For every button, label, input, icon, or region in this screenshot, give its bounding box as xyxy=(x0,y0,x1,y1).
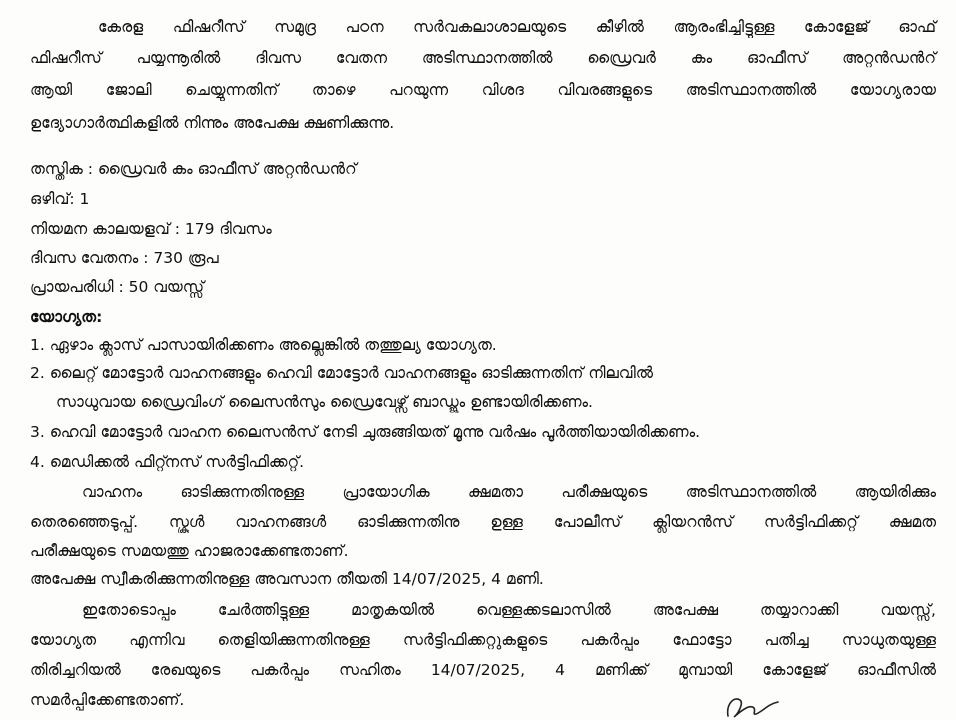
selection-line-2: തെരഞ്ഞെടുപ്പ്. സ്കൂൾ വാഹനങ്ങൾ ഓടിക്കുന്നതിനു ഉള്ള പോലീസ് ക്ലിയറൻസ് സർട്ടിഫിക്കറ്റ് ക്ഷമത xyxy=(30,513,936,531)
submission-line-1: ഇതോടൊപ്പം ചേർത്തിട്ടുള്ള മാതൃകയിൽ വെള്ളക്കടലാസിൽ അപേക്ഷ തയ്യാറാക്കി വയസ്സ്, xyxy=(82,601,936,619)
submission-line-2: യോഗ്യത എന്നിവ തെളിയിക്കുന്നതിനുള്ള സർട്ടിഫിക്കറ്റുകളുടെ പകർപ്പും ഫോട്ടോ പതിച്ച സാധുതയുള്ള xyxy=(30,631,936,649)
qualification-item-2-cont: സാധുവായ ഡ്രൈവിംഗ് ലൈസൻസും ഡ്രൈവേഴ്സ് ബാഡ്ജും ഉണ്ടായിരിക്കണം. xyxy=(56,393,593,411)
deadline-line: അപേക്ഷ സ്വീകരിക്കുന്നതിനുള്ള അവസാന തീയതി 14/07/2025, 4 മണി. xyxy=(30,570,544,588)
signature-icon xyxy=(722,690,792,720)
selection-line-3: പരീക്ഷയുടെ സമയത്തു ഹാജരാക്കേണ്ടതാണ്. xyxy=(30,542,349,560)
qualification-item-4: 4. മെഡിക്കൽ ഫിറ്റ്നസ് സർട്ടിഫിക്കറ്റ്. xyxy=(30,453,305,471)
submission-line-4: സമർപ്പിക്കേണ്ടതാണ്. xyxy=(30,691,185,709)
post-detail: തസ്തിക : ഡ്രൈവർ കം ഓഫീസ് അറ്റൻഡൻറ് xyxy=(30,160,357,178)
intro-line-1: കേരള ഫിഷറീസ് സമുദ്ര പഠന സർവകലാശാലയുടെ കീഴിൽ ആരംഭിച്ചിട്ടുള്ള കോളേജ് ഓഫ് xyxy=(98,18,936,36)
submission-line-3: തിരിച്ചറിയൽ രേഖയുടെ പകർപ്പും സഹിതം 14/07/2025, 4 മണിക്ക് മുമ്പായി കോളേജ് ഓഫീസിൽ xyxy=(30,661,936,679)
qualification-item-1: 1. ഏഴാം ക്ലാസ് പാസായിരിക്കണം അല്ലെങ്കിൽ തത്തുല്യ യോഗ്യത. xyxy=(30,336,497,354)
wage-detail: ദിവസ വേതനം : 730 രൂപ xyxy=(30,249,219,267)
period-detail: നിയമന കാലയളവ് : 179 ദിവസം xyxy=(30,220,272,238)
intro-line-2: ഫിഷറീസ് പയ്യന്നൂരിൽ ദിവസ വേതന അടിസ്ഥാനത്തിൽ ഡ്രൈവർ കം ഓഫീസ് അറ്റൻഡൻറ് xyxy=(30,49,936,67)
vacancy-detail: ഒഴിവ്: 1 xyxy=(30,190,90,208)
selection-line-1: വാഹനം ഓടിക്കുന്നതിനുള്ള പ്രായോഗിക ക്ഷമതാ പരീക്ഷയുടെ അടിസ്ഥാനത്തിൽ ആയിരിക്കും xyxy=(82,483,936,501)
qualification-heading: യോഗ്യത: xyxy=(30,308,103,326)
qualification-item-3: 3. ഹെവി മോട്ടോർ വാഹന ലൈസൻസ് നേടി ചുരുങ്ങിയത് മൂന്നു വർഷം പൂർത്തിയായിരിക്കണം. xyxy=(30,423,701,441)
intro-line-3: ആയി ജോലി ചെയ്യുന്നതിന് താഴെ പറയുന്ന വിശദ വിവരങ്ങളുടെ അടിസ്ഥാനത്തിൽ യോഗ്യരായ xyxy=(30,81,936,99)
qualification-item-2: 2. ലൈറ്റ് മോട്ടോർ വാഹനങ്ങളും ഹെവി മോട്ടോർ വാഹനങ്ങളും ഓടിക്കുന്നതിന് നിലവിൽ xyxy=(30,364,653,382)
intro-line-4: ഉദ്യോഗാർത്ഥികളിൽ നിന്നും അപേക്ഷ ക്ഷണിക്കുന്നു. xyxy=(30,114,395,132)
age-detail: പ്രായപരിധി : 50 വയസ്സ് xyxy=(30,278,204,296)
